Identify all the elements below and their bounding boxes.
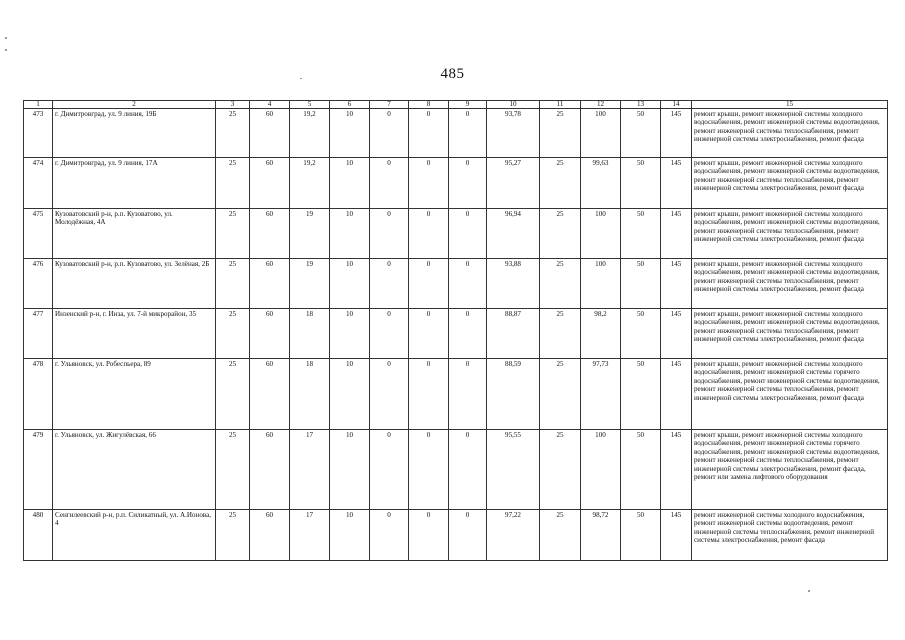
- table-row: [24, 209, 888, 259]
- table-cell: 25: [540, 259, 581, 309]
- table-cell: 480: [24, 510, 53, 561]
- table-cell: 10: [330, 158, 370, 209]
- table-cell: 99,63: [581, 158, 621, 209]
- column-header: 13: [621, 101, 661, 109]
- table-cell: 25: [540, 510, 581, 561]
- table-cell: 0: [449, 158, 487, 209]
- table-cell: 60: [250, 430, 290, 510]
- column-header: 2: [53, 101, 216, 109]
- table-cell: 50: [621, 259, 661, 309]
- table-cell: 145: [661, 158, 692, 209]
- table-cell: 476: [24, 259, 53, 309]
- table-cell: 0: [449, 259, 487, 309]
- table-cell: 25: [540, 359, 581, 430]
- column-header: 4: [250, 101, 290, 109]
- table-cell: 100: [581, 430, 621, 510]
- table-cell: 145: [661, 430, 692, 510]
- table-cell: 50: [621, 158, 661, 209]
- table-cell: 145: [661, 109, 692, 158]
- table-cell: 0: [370, 209, 409, 259]
- table-cell: 0: [449, 209, 487, 259]
- table-cell: 96,94: [487, 209, 540, 259]
- table-cell: 0: [409, 158, 449, 209]
- table-cell: 0: [409, 259, 449, 309]
- table-cell: 473: [24, 109, 53, 158]
- scan-speck: [808, 590, 810, 592]
- table-row: [24, 259, 888, 309]
- column-header: 11: [540, 101, 581, 109]
- table-cell: г. Димитровград, ул. 9 линия, 17А: [53, 158, 216, 209]
- table-cell: 25: [540, 430, 581, 510]
- table-cell: 19,2: [290, 158, 330, 209]
- table-cell: Кузоватовский р-н, р.п. Кузоватово, ул. Зелёная, 2Б: [53, 259, 216, 309]
- table-cell: 50: [621, 430, 661, 510]
- table-cell: 145: [661, 309, 692, 359]
- table-cell: 60: [250, 510, 290, 561]
- table-cell: 60: [250, 259, 290, 309]
- table-cell: 100: [581, 109, 621, 158]
- table-cell: 100: [581, 209, 621, 259]
- table-cell: ремонт инженерной системы холодного водоснабжения, ремонт инженерной системы водоотведения, ремонт инженерной системы теплоснабжения, ремонт инженерной системы электроснабжения, ремонт фасада: [692, 510, 888, 561]
- table-cell: г. Димитровград, ул. 9 линия, 19Б: [53, 109, 216, 158]
- table-cell: ремонт крыши, ремонт инженерной системы холодного водоснабжения, ремонт инженерной системы водоотведения, ремонт инженерной системы теплоснабжения, ремонт инженерной системы электроснабжения, ремонт фасада: [692, 309, 888, 359]
- table-cell: г. Ульяновск, ул. Жигулёвская, 66: [53, 430, 216, 510]
- table-cell: 50: [621, 510, 661, 561]
- table-cell: 10: [330, 309, 370, 359]
- table-cell: 93,78: [487, 109, 540, 158]
- table-cell: 25: [216, 359, 250, 430]
- table-row: [24, 359, 888, 430]
- table-cell: 474: [24, 158, 53, 209]
- table-cell: 25: [540, 158, 581, 209]
- table-cell: 477: [24, 309, 53, 359]
- table-cell: 97,73: [581, 359, 621, 430]
- data-table: [23, 100, 888, 561]
- table-row: [24, 158, 888, 209]
- table-cell: 475: [24, 209, 53, 259]
- table-cell: Кузоватовский р-н, р.п. Кузоватово, ул. Молодёжная, 4А: [53, 209, 216, 259]
- column-header: 8: [409, 101, 449, 109]
- column-header: 15: [692, 101, 888, 109]
- table-cell: 98,2: [581, 309, 621, 359]
- table-cell: 145: [661, 510, 692, 561]
- table-cell: 60: [250, 158, 290, 209]
- table-cell: 0: [409, 359, 449, 430]
- table-cell: 88,87: [487, 309, 540, 359]
- table-cell: 25: [540, 109, 581, 158]
- table-cell: Инзенский р-н, г. Инза, ул. 7-й микрорайон, 35: [53, 309, 216, 359]
- table-cell: 100: [581, 259, 621, 309]
- table-cell: 98,72: [581, 510, 621, 561]
- table-cell: 145: [661, 259, 692, 309]
- table-cell: 88,59: [487, 359, 540, 430]
- table-cell: 50: [621, 209, 661, 259]
- table-cell: 60: [250, 359, 290, 430]
- column-header: 6: [330, 101, 370, 109]
- table-cell: 0: [409, 309, 449, 359]
- table-cell: 18: [290, 309, 330, 359]
- column-header: 5: [290, 101, 330, 109]
- table-cell: ремонт крыши, ремонт инженерной системы холодного водоснабжения, ремонт инженерной системы водоотведения, ремонт инженерной системы теплоснабжения, ремонт инженерной системы электроснабжения, ремонт фасада: [692, 209, 888, 259]
- table-cell: 19,2: [290, 109, 330, 158]
- table-cell: 60: [250, 109, 290, 158]
- table-cell: г. Ульяновск, ул. Робеспьера, 89: [53, 359, 216, 430]
- table-cell: 25: [216, 309, 250, 359]
- table-cell: 0: [449, 510, 487, 561]
- table-cell: 0: [449, 309, 487, 359]
- table-cell: 25: [216, 259, 250, 309]
- table-cell: ремонт крыши, ремонт инженерной системы холодного водоснабжения, ремонт инженерной системы водоотведения, ремонт инженерной системы теплоснабжения, ремонт инженерной системы электроснабжения, ремонт фасада: [692, 259, 888, 309]
- table-cell: 0: [449, 109, 487, 158]
- column-header: 14: [661, 101, 692, 109]
- table-cell: 0: [370, 309, 409, 359]
- table-cell: 95,55: [487, 430, 540, 510]
- table-cell: 50: [621, 309, 661, 359]
- table-cell: 0: [409, 510, 449, 561]
- table-cell: ремонт крыши, ремонт инженерной системы холодного водоснабжения, ремонт инженерной системы водоотведения, ремонт инженерной системы теплоснабжения, ремонт инженерной системы электроснабжения, ремонт фасада: [692, 158, 888, 209]
- table-cell: 0: [370, 109, 409, 158]
- table-cell: 0: [409, 209, 449, 259]
- table-cell: 25: [540, 209, 581, 259]
- table-cell: 60: [250, 209, 290, 259]
- table-cell: 50: [621, 109, 661, 158]
- table-cell: Сенгилеевский р-н, р.п. Силикатный, ул. А.Ионова, 4: [53, 510, 216, 561]
- table-row: [24, 309, 888, 359]
- table-cell: 25: [216, 158, 250, 209]
- table-cell: ремонт крыши, ремонт инженерной системы холодного водоснабжения, ремонт инженерной системы горячего водоснабжения, ремонт инженерной системы водоотведения, ремонт инженерной системы теплоснабжения, ремонт инженерной системы электроснабжения, ремонт фасада, ремонт или замена лифтового оборудования: [692, 430, 888, 510]
- column-header: 12: [581, 101, 621, 109]
- scan-speck: [5, 37, 7, 39]
- table-cell: 0: [449, 430, 487, 510]
- table-cell: 19: [290, 209, 330, 259]
- table-cell: 93,88: [487, 259, 540, 309]
- table-cell: 25: [216, 109, 250, 158]
- table-cell: 17: [290, 510, 330, 561]
- table-cell: 145: [661, 209, 692, 259]
- table-cell: 25: [216, 209, 250, 259]
- table-cell: 95,27: [487, 158, 540, 209]
- column-header: 7: [370, 101, 409, 109]
- table-cell: 10: [330, 109, 370, 158]
- column-header: 3: [216, 101, 250, 109]
- table-row: [24, 109, 888, 158]
- table-cell: 10: [330, 510, 370, 561]
- table-cell: 479: [24, 430, 53, 510]
- table-cell: 25: [216, 510, 250, 561]
- table-cell: 145: [661, 359, 692, 430]
- column-header: 1: [24, 101, 53, 109]
- table-cell: ремонт крыши, ремонт инженерной системы холодного водоснабжения, ремонт инженерной системы горячего водоснабжения, ремонт инженерной системы водоотведения, ремонт инженерной системы теплоснабжения, ремонт инженерной системы электроснабжения, ремонт фасада: [692, 359, 888, 430]
- table-cell: 0: [370, 259, 409, 309]
- table-cell: 19: [290, 259, 330, 309]
- table-cell: 10: [330, 359, 370, 430]
- table-cell: 0: [370, 430, 409, 510]
- table-cell: 25: [216, 430, 250, 510]
- table-cell: 10: [330, 259, 370, 309]
- header-row: [24, 101, 888, 109]
- table-row: [24, 510, 888, 561]
- table-cell: 60: [250, 309, 290, 359]
- table-cell: 0: [449, 359, 487, 430]
- table-cell: 0: [370, 359, 409, 430]
- page-number: 485: [440, 66, 465, 82]
- table-cell: 0: [370, 510, 409, 561]
- scan-speck: [5, 49, 7, 51]
- table-cell: 478: [24, 359, 53, 430]
- table-cell: 0: [370, 158, 409, 209]
- table-cell: 0: [409, 109, 449, 158]
- table-cell: 0: [409, 430, 449, 510]
- column-header: 9: [449, 101, 487, 109]
- table-cell: 17: [290, 430, 330, 510]
- table-cell: 50: [621, 359, 661, 430]
- table-row: [24, 430, 888, 510]
- table-cell: 25: [540, 309, 581, 359]
- table-cell: 10: [330, 209, 370, 259]
- table-cell: ремонт крыши, ремонт инженерной системы холодного водоснабжения, ремонт инженерной системы водоотведения, ремонт инженерной системы теплоснабжения, ремонт инженерной системы электроснабжения, ремонт фасада: [692, 109, 888, 158]
- column-header: 10: [487, 101, 540, 109]
- scan-speck: [300, 78, 302, 79]
- table-cell: 97,22: [487, 510, 540, 561]
- table-cell: 18: [290, 359, 330, 430]
- table-cell: 10: [330, 430, 370, 510]
